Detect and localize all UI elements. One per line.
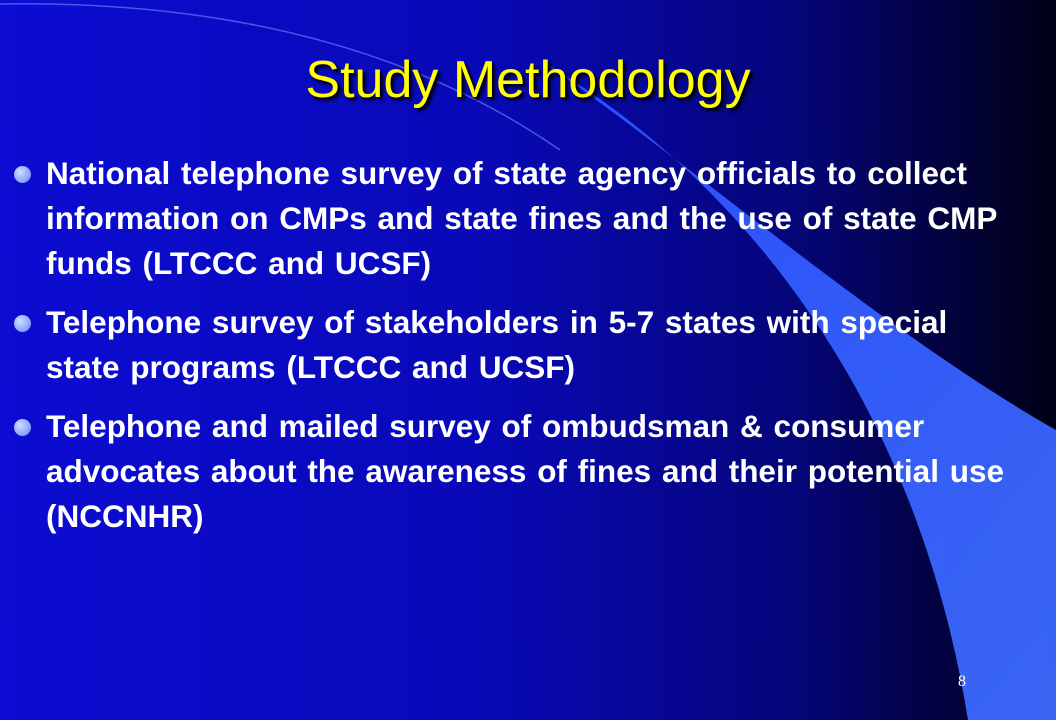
slide-number: 8 [958, 673, 966, 690]
bullet-item [0, 300, 1010, 390]
bullet-item [0, 151, 1010, 286]
bullet-text: Telephone and mailed survey of ombudsman & consumer advocates about the awareness of fines and their potential use (NCCNHR) [46, 408, 1004, 534]
bullet-dot-icon [14, 166, 31, 183]
slide-title: Study Methodology [305, 51, 751, 109]
bullet-dot-icon [14, 315, 31, 332]
bullet-item [0, 404, 1010, 539]
bullet-dot-icon [14, 419, 31, 436]
bullet-text: Telephone survey of stakeholders in 5-7 states with special state programs (LTCCC and UCSF) [46, 304, 948, 385]
bullet-text: National telephone survey of state agency officials to collect information on CMPs and state fines and the use of state CMP funds (LTCCC and UCSF) [46, 155, 997, 281]
bullet-list [0, 151, 1010, 553]
